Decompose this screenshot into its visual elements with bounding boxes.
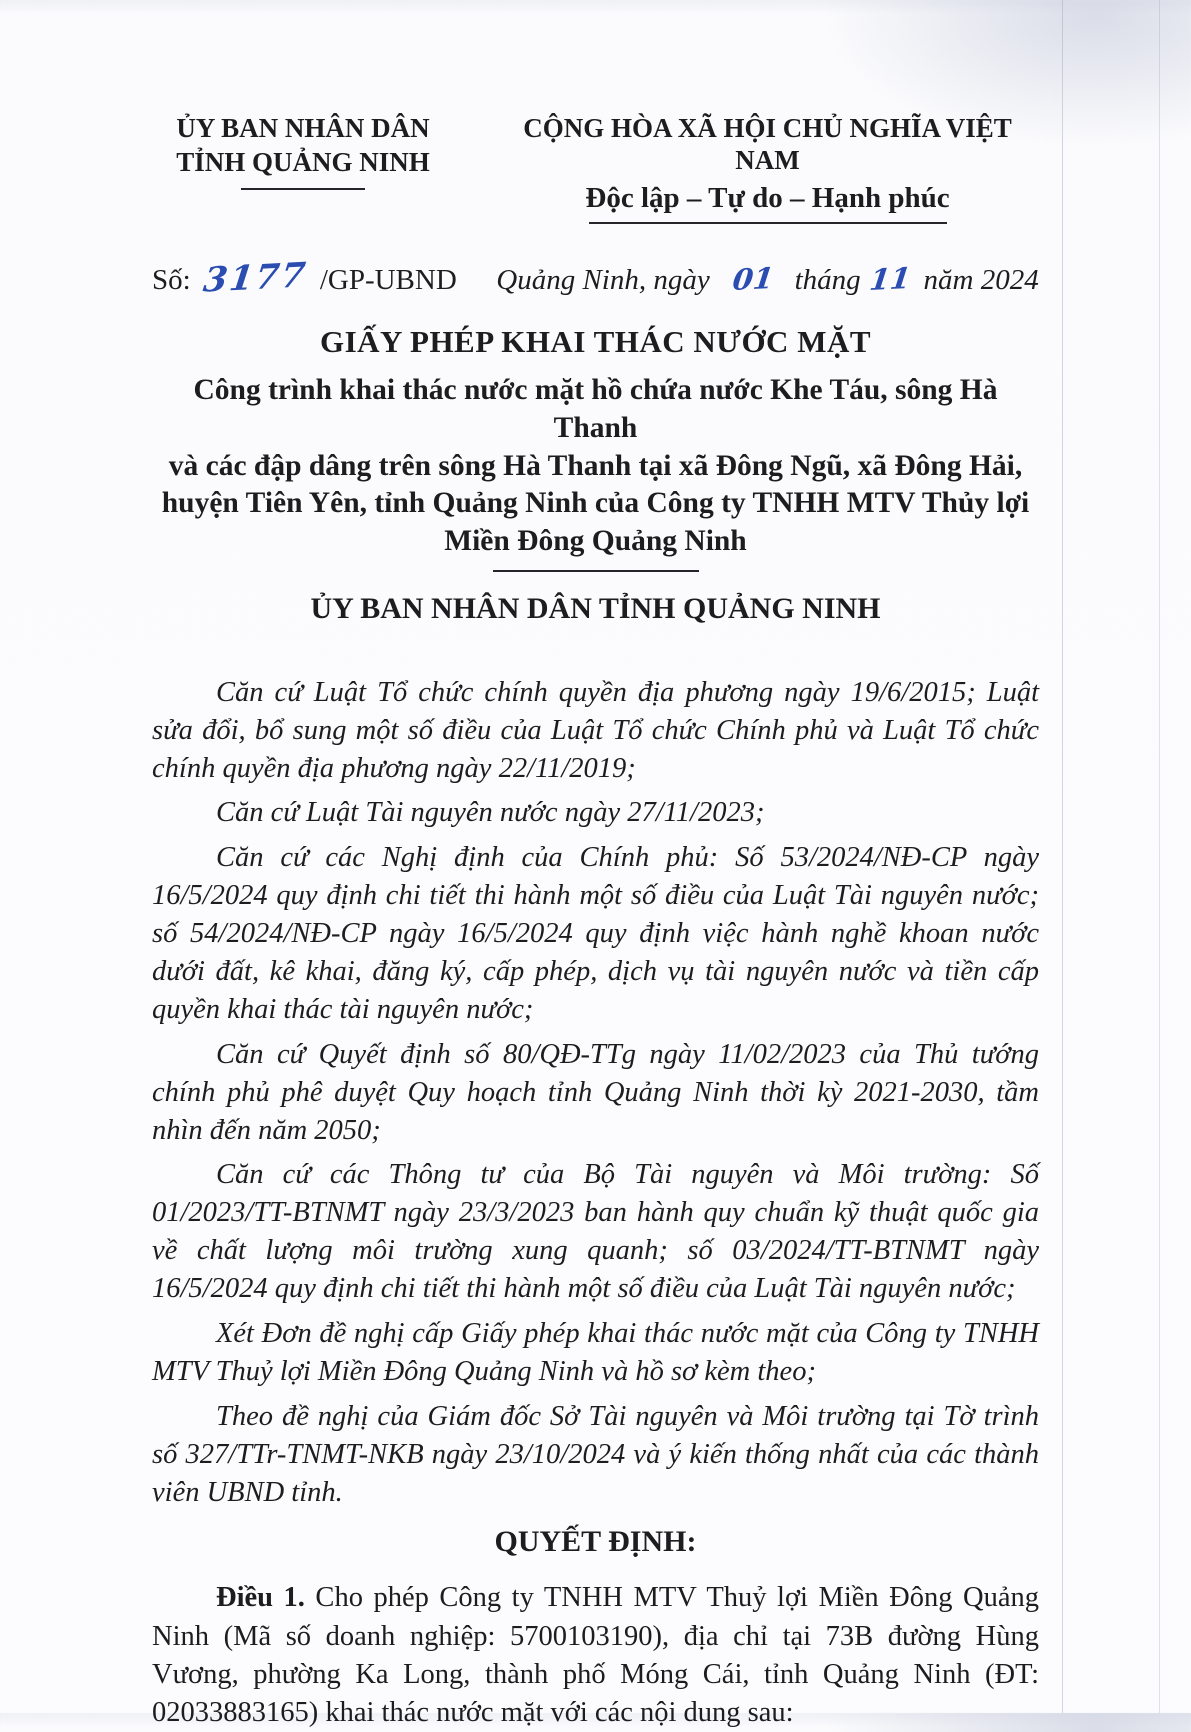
subtitle-underline <box>493 570 699 572</box>
handwritten-month: 11 <box>867 260 913 298</box>
handwritten-number: 3177 <box>201 255 310 301</box>
recital-paragraph: Căn cứ các Thông tư của Bộ Tài nguyên và Môi trường: Số 01/2023/TT-BTNMT ngày 23/3/2023 ban hành quy chuẩn kỹ thuật quốc gia về chất lượng môi trường xung quanh; số 03/2024/TT-BTNMT ngày 16/5/2024 quy định chi tiết thi hành một số điều của Luật Tài nguyên nước; <box>152 1159 1039 1305</box>
subtitle-line: và các đập dâng trên sông Hà Thanh tại xã Đông Ngũ, xã Đông Hải, <box>168 449 1023 482</box>
national-title: CỘNG HÒA XÃ HỘI CHỦ NGHĨA VIỆT NAM <box>523 113 1012 176</box>
date-middle: tháng <box>794 264 861 297</box>
recital-paragraph: Căn cứ Luật Tài nguyên nước ngày 27/11/2023; <box>216 797 765 829</box>
place-date-line <box>496 262 1039 297</box>
agency-name-line1: ỦY BAN NHÂN DÂN <box>176 113 430 143</box>
deciding-authority-heading: ỦY BAN NHÂN DÂN TỈNH QUẢNG NINH <box>310 591 881 625</box>
national-motto-block <box>496 112 1039 224</box>
national-motto: Độc lập – Tự do – Hạnh phúc <box>585 181 950 214</box>
recital-paragraph: Căn cứ các Nghị định của Chính phủ: Số 53/2024/NĐ-CP ngày 16/5/2024 quy định chi tiết thi hành một số điều của Luật Tài nguyên nước; số 54/2024/NĐ-CP ngày 16/5/2024 quy định việc hành nghề khoan nước dưới đất, kê khai, đăng ký, cấp phép, dịch vụ tài nguyên nước và tiền cấp quyền khai thác tài nguyên nước; <box>152 842 1039 1025</box>
recital-paragraph: Theo đề nghị của Giám đốc Sở Tài nguyên và Môi trường tại Tờ trình số 327/TTr-TNMT-NKB ngày 23/10/2024 và ý kiến thống nhất của các thành viên UBND tỉnh. <box>152 1400 1039 1508</box>
number-suffix: /GP-UBND <box>319 264 457 297</box>
number-date-row <box>152 255 1039 301</box>
number-label: Số: <box>152 264 191 297</box>
handwritten-day: 01 <box>730 260 776 298</box>
agency-name-line2: TỈNH QUẢNG NINH <box>176 146 430 177</box>
recital-paragraph: Căn cứ Quyết định số 80/QĐ-TTg ngày 11/02/2023 của Thủ tướng chính phủ phê duyệt Quy hoạch tỉnh Quảng Ninh thời kỳ 2021-2030, tầm nhìn đến năm 2050; <box>152 1038 1039 1146</box>
issuing-agency-block <box>152 112 454 190</box>
document-header <box>152 112 1039 224</box>
document-subtitle <box>152 372 1039 572</box>
date-prefix: Quảng Ninh, ngày <box>496 264 710 297</box>
subtitle-line: Công trình khai thác nước mặt hồ chứa nước Khe Táu, sông Hà Thanh <box>193 374 998 444</box>
document-number <box>152 255 457 301</box>
document-title: GIẤY PHÉP KHAI THÁC NƯỚC MẶT <box>319 324 872 360</box>
subtitle-line: Miền Đông Quảng Ninh <box>444 525 747 558</box>
article-1-paragraph <box>152 1579 1039 1732</box>
article-1-label: Điều 1. <box>216 1582 305 1614</box>
article-1-text: Cho phép Công ty TNHH MTV Thuỷ lợi Miền Đông Quảng Ninh (Mã số doanh nghiệp: 5700103190), địa chỉ tại 73B đường Hùng Vương, phường Ka Long, thành phố Móng Cái, tỉnh Quảng Ninh (ĐT: 02033883165) khai thác nước mặt với các nội dung sau: <box>152 1582 1039 1729</box>
motto-underline <box>589 222 947 224</box>
subtitle-line: huyện Tiên Yên, tỉnh Quảng Ninh của Công ty TNHH MTV Thủy lợi <box>161 487 1030 520</box>
recital-paragraph: Căn cứ Luật Tổ chức chính quyền địa phương ngày 19/6/2015; Luật sửa đổi, bổ sung một số điều của Luật Tổ chức Chính phủ và Luật Tổ chức chính quyền địa phương ngày 22/11/2019; <box>152 676 1039 784</box>
recital-paragraph: Xét Đơn đề nghị cấp Giấy phép khai thác nước mặt của Công ty TNHH MTV Thuỷ lợi Miền Đông Quảng Ninh và hồ sơ kèm theo; <box>152 1318 1039 1387</box>
date-suffix: năm 2024 <box>923 264 1039 297</box>
decision-heading: QUYẾT ĐỊNH: <box>494 1525 697 1559</box>
agency-underline <box>241 188 365 190</box>
recitals-section <box>152 674 1039 1512</box>
